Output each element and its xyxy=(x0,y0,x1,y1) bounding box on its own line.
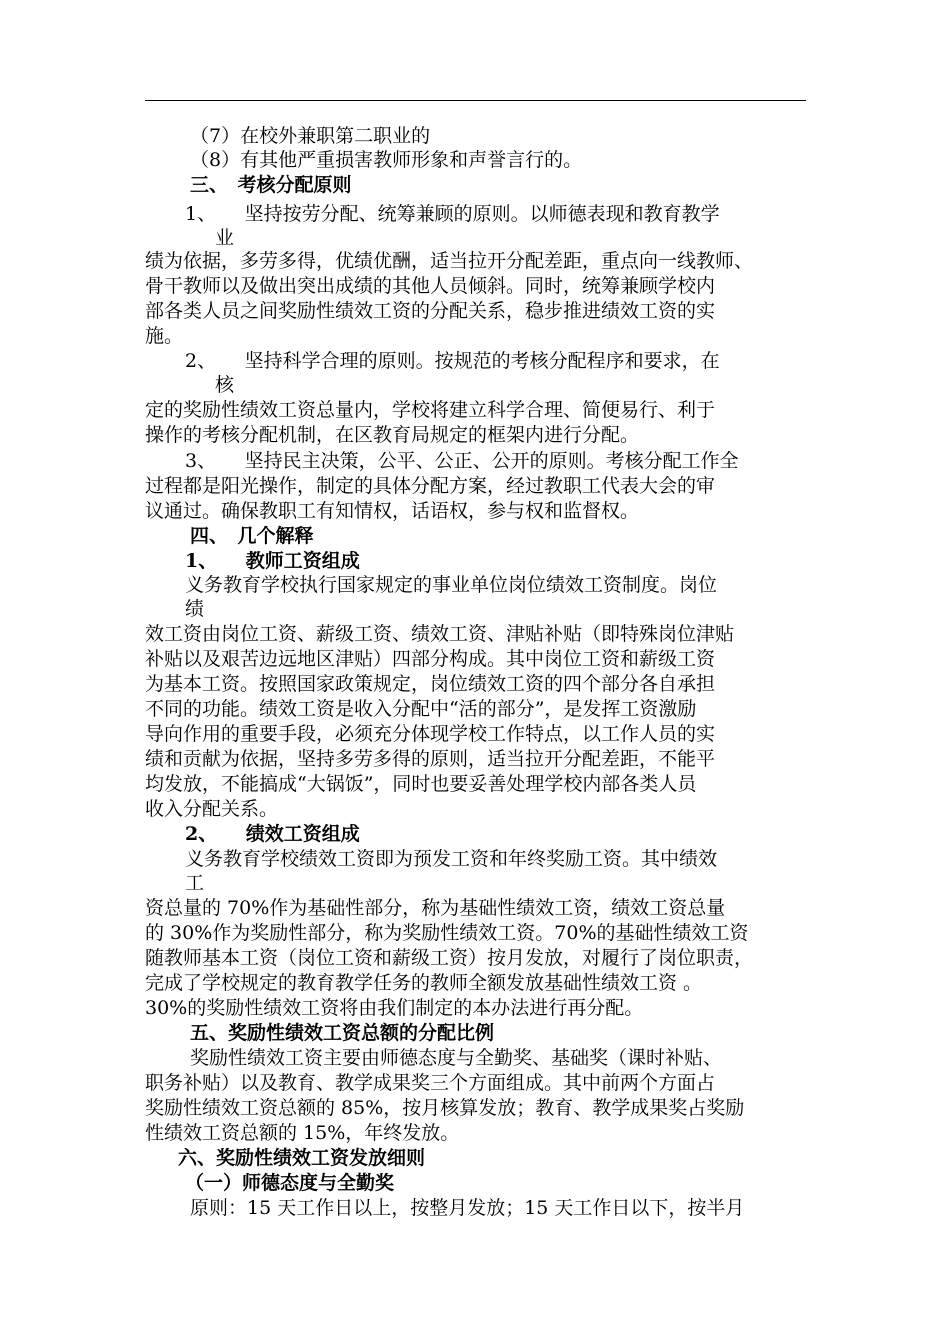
text-line: 补贴以及艰苦边远地区津贴）四部分构成。其中岗位工资和薪级工资 xyxy=(145,648,716,670)
section-heading: 1、 教师工资组成 xyxy=(185,550,360,572)
text-line: 核 xyxy=(215,374,235,396)
text-line: 义务教育学校绩效工资即为预发工资和年终奖励工资。其中绩效 xyxy=(185,848,718,870)
text-line: 操作的考核分配机制，在区教育局规定的框架内进行分配。 xyxy=(145,424,640,446)
section-heading: 四、 几个解释 xyxy=(190,525,314,547)
text-line: 不同的功能。绩效工资是收入分配中“活的部分”，是发挥工资激励 xyxy=(145,698,697,720)
text-line: 工 xyxy=(185,872,205,894)
text-line: 绩 xyxy=(185,598,205,620)
text-line: 完成了学校规定的教育教学任务的教师全额发放基础性绩效工资 。 xyxy=(145,972,703,994)
section-heading: （一）师德态度与全勤奖 xyxy=(185,1172,395,1194)
section-heading: 三、 考核分配原则 xyxy=(190,174,352,196)
text-line: 施。 xyxy=(145,325,184,347)
text-line: 原则：15 天工作日以上，按整月发放；15 天工作日以下，按半月 xyxy=(190,1197,745,1219)
text-line: 30%的奖励性绩效工资将由我们制定的本办法进行再分配。 xyxy=(145,997,644,1019)
text-line: 随教师基本工资（岗位工资和薪级工资）按月发放，对履行了岗位职责， xyxy=(145,947,754,969)
text-line: 资总量的 70%作为基础性部分，称为基础性绩效工资，绩效工资总量 xyxy=(145,897,726,919)
header-rule xyxy=(145,100,806,101)
text-line: 过程都是阳光操作，制定的具体分配方案，经过教职工代表大会的审 xyxy=(145,475,716,497)
text-line: 性绩效工资总额的 15%，年终发放。 xyxy=(145,1122,460,1144)
text-line: 职务补贴）以及教育、教学成果奖三个方面组成。其中前两个方面占 xyxy=(145,1072,716,1094)
text-line: 为基本工资。按照国家政策规定，岗位绩效工资的四个部分各自承担 xyxy=(145,673,716,695)
section-heading: 2、 绩效工资组成 xyxy=(185,823,360,845)
text-line: 绩和贡献为依据，坚持多劳多得的原则，适当拉开分配差距，不能平 xyxy=(145,748,716,770)
text-line: 导向作用的重要手段，必须充分体现学校工作特点，以工作人员的实 xyxy=(145,723,716,745)
text-line: 绩为依据，多劳多得，优绩优酬，适当拉开分配差距，重点向一线教师、 xyxy=(145,250,754,272)
text-line: 业 xyxy=(215,227,235,249)
text-line: 2、 坚持科学合理的原则。按规范的考核分配程序和要求，在 xyxy=(185,350,720,372)
text-line: 均发放，不能搞成“大锅饭”，同时也要妥善处理学校内部各类人员 xyxy=(145,773,697,795)
text-line: 奖励性绩效工资主要由师德态度与全勤奖、基础奖（课时补贴、 xyxy=(190,1047,723,1069)
text-line: 部各类人员之间奖励性绩效工资的分配关系，稳步推进绩效工资的实 xyxy=(145,300,716,322)
text-line: 3、 坚持民主决策，公平、公正、公开的原则。考核分配工作全 xyxy=(185,450,739,472)
text-line: 骨干教师以及做出突出成绩的其他人员倾斜。同时，统筹兼顾学校内 xyxy=(145,275,716,297)
text-line: 奖励性绩效工资总额的 85%，按月核算发放；教育、教学成果奖占奖励 xyxy=(145,1097,745,1119)
text-line: （7）在校外兼职第二职业的 xyxy=(190,125,431,147)
text-line: （8）有其他严重损害教师形象和声誉言行的。 xyxy=(190,149,583,171)
text-line: 的 30%作为奖励性部分，称为奖励性绩效工资。70%的基础性绩效工资 xyxy=(145,922,749,944)
section-heading: 五、奖励性绩效工资总额的分配比例 xyxy=(190,1022,495,1044)
text-line: 收入分配关系。 xyxy=(145,798,279,820)
text-line: 定的奖励性绩效工资总量内，学校将建立科学合理、简便易行、利于 xyxy=(145,399,716,421)
text-line: 1、 坚持按劳分配、统筹兼顾的原则。以师德表现和教育教学 xyxy=(185,203,720,225)
text-line: 议通过。确保教职工有知情权，话语权，参与权和监督权。 xyxy=(145,500,640,522)
text-line: 义务教育学校执行国家规定的事业单位岗位绩效工资制度。岗位 xyxy=(185,574,718,596)
text-line: 效工资由岗位工资、薪级工资、绩效工资、津贴补贴（即特殊岗位津贴 xyxy=(145,623,735,645)
section-heading: 六、奖励性绩效工资发放细则 xyxy=(178,1147,426,1169)
